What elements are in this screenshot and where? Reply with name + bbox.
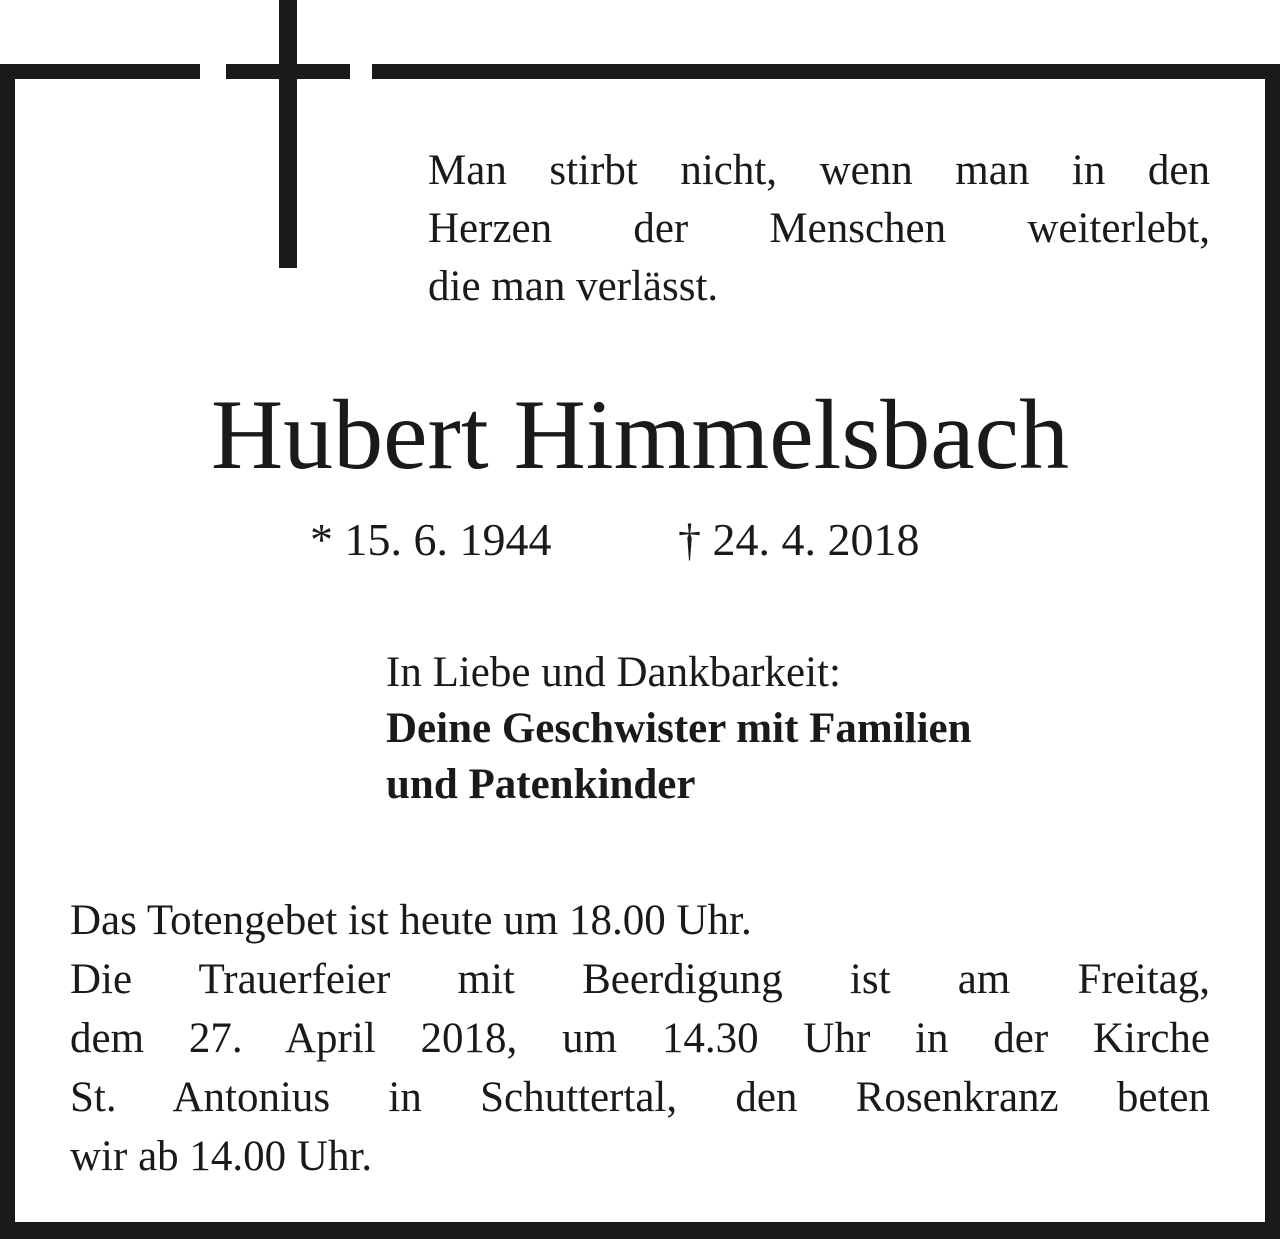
cross-horizontal-bar [226,64,350,79]
service-line: dem 27. April 2018, um 14.30 Uhr in der Kirche [70,1015,1210,1062]
quote-line: Herzen der Menschen weiterlebt, [428,205,1210,252]
service-line: St. Antonius in Schuttertal, den Rosenkranz beten [70,1074,1210,1121]
frame-left [0,64,15,1239]
signature-line: und Patenkinder [386,761,696,808]
frame-right [1265,64,1280,1239]
frame-bottom [0,1222,1280,1239]
service-line: Die Trauerfeier mit Beerdigung ist am Freitag, [70,956,1210,1003]
quote-line: die man verlässt. [428,263,719,310]
cross-vertical-bar [279,0,297,268]
quote-line: Man stirbt nicht, wenn man in den [428,147,1210,194]
dedication-line: In Liebe und Dankbarkeit: [386,649,841,696]
memorial-quote [428,142,1210,316]
frame-top-left [0,64,200,79]
death-date: † 24. 4. 2018 [678,514,920,565]
service-line: wir ab 14.00 Uhr. [70,1133,373,1180]
deceased-name: Hubert Himmelsbach [210,379,1070,490]
frame-top-right [372,64,1280,79]
service-line: Das Totengebet ist heute um 18.00 Uhr. [70,897,752,944]
birth-date: * 15. 6. 1944 [310,514,552,565]
mourners-signature [386,701,972,813]
signature-line: Deine Geschwister mit Familien [386,705,972,752]
service-details [70,891,1210,1186]
